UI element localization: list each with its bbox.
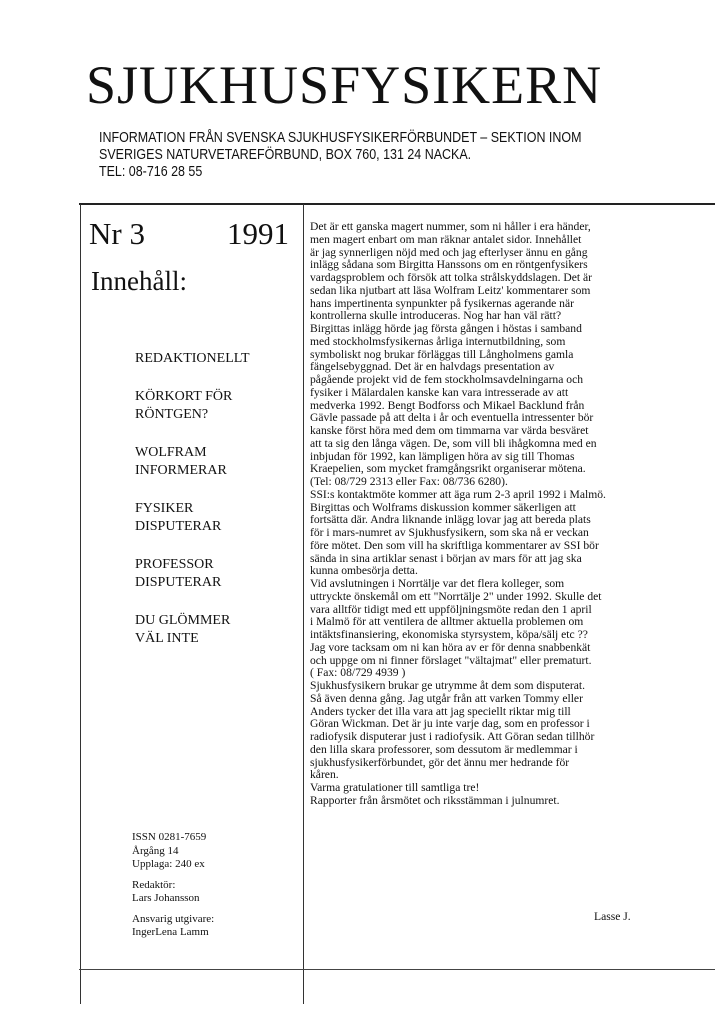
issn: ISSN 0281-7659 (132, 831, 207, 843)
toc-item: WOLFRAM INFORMERAR (135, 445, 227, 478)
editor-label: Redaktör: (132, 878, 176, 891)
signature: Lasse J. (594, 910, 631, 923)
editorial-line: för i mars-numret av Sjukhusfysikern, som ska nå er veckan (310, 527, 589, 539)
editorial-line: med stockholmsfysikernas årliga internutbildning, som (310, 335, 566, 348)
editorial-line: kåren. (310, 769, 339, 782)
editorial-line: Varma gratulationer till samtliga tre! (310, 782, 480, 794)
editorial-line: i Malmö för att ventilera de alltmer aktuella problemen om (310, 616, 584, 629)
editorial-line: vara alltför tidigt med ett uppföljningsmöte redan den 1 april (310, 603, 592, 616)
editorial-line: fortsätta där. Andra liknande inlägg lovar jag att bereda plats (310, 514, 591, 527)
editorial-line: Rapporter från årsmötet och riksstämman i julnumret. (310, 794, 560, 807)
editorial-line: Birgittas och Wolframs diskussion kommer säkerligen att (310, 501, 576, 514)
colophon (132, 831, 292, 947)
editorial-line: men magert enbart om man räknar antalet sidor. Innehållet (310, 233, 582, 246)
issue-year: 1991 (227, 216, 289, 251)
editorial-line: Göran Wickman. Det är ju inte varje dag, som en professor i (310, 718, 590, 731)
bottom-divider (79, 969, 715, 970)
editorial-line: intäktsfinansiering, ekonomiska styrsystem, köpa/sälj etc ?? (310, 629, 588, 641)
editorial-line: att ta sig den långa vägen. De, som vill bli ihågkomna med en (310, 437, 597, 450)
masthead-title: SJUKHUSFYSIKERN (86, 55, 603, 115)
editorial-line: inlägg sådana som Birgitta Hanssons om en röntgenfysikers (310, 259, 588, 272)
editorial-line: Birgittas inlägg hörde jag första gången i höstas i samband (310, 323, 582, 335)
publisher-name: IngerLena Lamm (132, 926, 209, 938)
circulation: Upplaga: 240 ex (132, 858, 205, 870)
toc-item: KÖRKORT FÖR RÖNTGEN? (135, 389, 233, 422)
editorial-line: är jag synnerligen nöjd med och jag efterlyser ännu en gång (310, 246, 588, 259)
editorial-line: kunna ombesörja detta. (310, 565, 418, 578)
left-column-border (80, 204, 81, 1004)
editorial-line: vardagsproblem och försök att tolka strålskyddslagen. Det är (310, 272, 593, 284)
editorial-line: sedan lika njutbart att läsa Wolfram Leitz' kommentarer som (310, 284, 591, 297)
publisher-label: Ansvarig utgivare: (132, 912, 215, 925)
editorial-line: Vid avslutningen i Norrtälje var det flera kolleger, som (310, 578, 565, 590)
editorial-line: före mötet. Den som vill ha skriftliga kommentarer av SSI bör (310, 539, 599, 552)
editorial-line: sända in sina artiklar senast i början av mars för att jag ska (310, 552, 582, 565)
publisher-info-line: INFORMATION FRÅN SVENSKA SJUKHUSFYSIKERFÖRBUNDET – SEKTION INOM (99, 130, 582, 146)
editorial-line: symboliskt nog brukar förläggas till Långholmens gamla (310, 348, 574, 361)
editorial-line: Det är ett ganska magert nummer, som ni håller i era händer, (310, 221, 591, 233)
volume: Årgång 14 (132, 844, 179, 857)
editorial-line: Anders tycker det illa vara att jag speciellt riktar mig till (310, 705, 571, 718)
editorial-line: sjukhusfysikerförbundet, gör det ännu mer hedrande för (310, 756, 570, 769)
editorial-line: ( Fax: 08/729 4939 ) (310, 667, 406, 680)
editorial-line: Kraepelien, som mycket framgångsrikt organiserar mötena. (310, 463, 586, 476)
editorial-line: Gävle passade på att delta i år och eventuella intressenter bör (310, 412, 594, 425)
editorial-text (310, 221, 718, 808)
editorial-line: Jag vore tacksam om ni kan höra av er för denna snabbenkät (310, 641, 591, 654)
publisher-info (99, 130, 598, 181)
editorial-line: Så även denna gång. Jag utgår från att varken Tommy eller (310, 692, 583, 705)
table-of-contents (135, 350, 295, 668)
editorial-line: och uppge om ni finner förslaget "vältajmat" eller prematurt. (310, 654, 592, 667)
editorial-line: den lilla skara professorer, som dessutom är medlemmar i (310, 743, 578, 756)
contents-heading: Innehåll: (91, 266, 187, 296)
editorial-line: hans impertinenta synpunkter på fysikernas agerande när (310, 297, 574, 310)
column-divider (303, 204, 304, 1004)
publisher-info-line: TEL: 08-716 28 55 (99, 164, 203, 180)
editorial-line: uttryckte önskemål om ett "Norrtälje 2" under 1992. Skulle det (310, 590, 602, 603)
issue-header (89, 218, 289, 249)
toc-item: DU GLÖMMER VÄL INTE (135, 613, 231, 646)
issue-number: Nr 3 (89, 216, 145, 251)
editorial-line: pågående projekt vid de fem stockholmsavdelningarna och (310, 374, 584, 386)
toc-item: PROFESSOR DISPUTERAR (135, 557, 222, 590)
editorial-line: medverka 1992. Bengt Bodforss och Mikael Backlund från (310, 399, 585, 412)
toc-item: REDAKTIONELLT (135, 351, 250, 366)
editor-name: Lars Johansson (132, 892, 200, 904)
editorial-line: Sjukhusfysikern brukar ge utrymme åt dem som disputerat. (310, 680, 585, 692)
editorial-line: SSI:s kontaktmöte kommer att äga rum 2-3 april 1992 i Malmö. (310, 488, 606, 501)
editorial-line: fysiker i Mälardalen kanske kan vara intresserade av att (310, 386, 569, 399)
editorial-line: inbjudan för 1992, kan lämpligen höra av sig till Thomas (310, 450, 575, 463)
top-divider (79, 203, 715, 205)
editorial-line: kontrollerna skulle introduceras. Nog har han väl rätt? (310, 310, 562, 323)
editorial-line: (Tel: 08/729 2313 eller Fax: 08/736 6280). (310, 476, 508, 488)
publisher-info-line: SVERIGES NATURVETAREFÖRBUND, BOX 760, 131 24 NACKA. (99, 147, 472, 163)
toc-item: FYSIKER DISPUTERAR (135, 501, 222, 534)
editorial-line: radiofysik disputerar just i radiofysik. Att Göran sedan tillhör (310, 731, 595, 743)
editorial-line: kanske först höra med dem om timmarna var värda besväret (310, 425, 589, 437)
editorial-line: fängelsebyggnad. Det är en halvdags presentation av (310, 361, 555, 374)
